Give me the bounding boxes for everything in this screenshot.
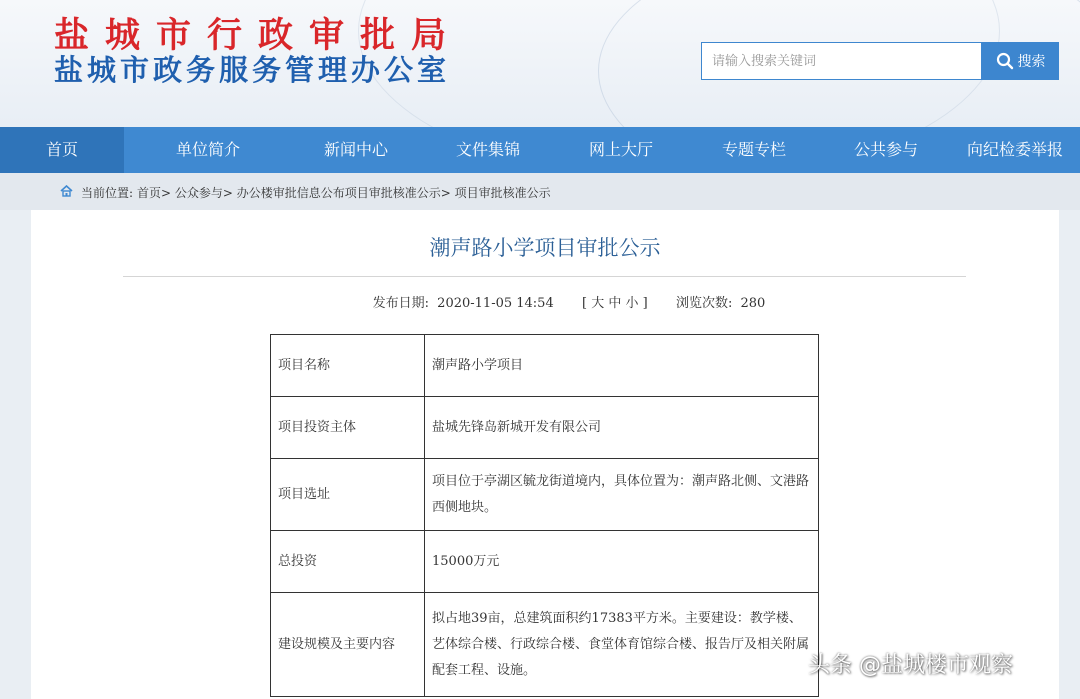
search-icon (996, 52, 1014, 70)
breadcrumb (60, 184, 551, 201)
article-content (31, 210, 1059, 699)
title-divider (123, 276, 966, 277)
table-row (271, 593, 819, 697)
views-count: 280 (740, 296, 766, 311)
breadcrumb-bar (0, 173, 1080, 210)
search-button-label: 搜索 (1017, 54, 1046, 70)
site-logo-primary[interactable]: 盐城市行政审批局 (54, 16, 463, 56)
table-key: 项目选址 (271, 459, 425, 531)
table-row (271, 397, 819, 459)
table-value: 拟占地39亩，总建筑面积约17383平方米。主要建设：教学楼、艺体综合楼、行政综合楼、食堂体育馆综合楼、报告厅及相关附属配套工程、设施。 (425, 593, 819, 697)
table-key: 建设规模及主要内容 (271, 593, 425, 697)
nav-item-home[interactable]: 首页 (0, 127, 124, 173)
breadcrumb-prefix: 当前位置: (81, 186, 134, 200)
table-value: 盐城先锋岛新城开发有限公司 (425, 397, 819, 459)
site-logo-secondary[interactable]: 盐城市政务服务管理办公室 (54, 53, 451, 87)
main-nav (0, 127, 1080, 173)
table-key: 项目名称 (271, 335, 425, 397)
table-row (271, 335, 819, 397)
table-value: 15000万元 (425, 531, 819, 593)
nav-item-report[interactable]: 向纪检委举报 (966, 140, 1063, 159)
font-size-control[interactable]: [ 大 中 小 ] (582, 296, 648, 311)
home-icon (60, 185, 73, 200)
search-button[interactable] (982, 42, 1059, 80)
views-label: 浏览次数: (675, 296, 733, 311)
nav-item-documents[interactable]: 文件集锦 (455, 140, 520, 159)
site-header (0, 0, 1080, 127)
table-value: 项目位于亭湖区毓龙街道境内，具体位置为：潮声路北侧、文港路西侧地块。 (425, 459, 819, 531)
project-info-table (270, 334, 819, 697)
publish-date-label: 发布日期: (372, 296, 430, 311)
table-key: 总投资 (271, 531, 425, 593)
table-row (271, 531, 819, 593)
nav-item-public-participation[interactable]: 公共参与 (853, 140, 918, 159)
nav-item-special-topics[interactable]: 专题专栏 (721, 140, 786, 159)
nav-item-about[interactable]: 单位简介 (175, 140, 240, 159)
nav-item-news[interactable]: 新闻中心 (323, 140, 388, 159)
table-row (271, 459, 819, 531)
watermark: 头条 @盐城楼市观察 (808, 653, 1013, 678)
search-input[interactable] (701, 42, 982, 80)
article-meta (31, 292, 1080, 311)
nav-item-online-hall[interactable]: 网上大厅 (588, 140, 653, 159)
table-value: 潮声路小学项目 (425, 335, 819, 397)
publish-date: 2020-11-05 14:54 (437, 296, 554, 311)
article-title: 潮声路小学项目审批公示 (429, 236, 661, 260)
table-key: 项目投资主体 (271, 397, 425, 459)
breadcrumb-path[interactable]: 首页> 公众参与> 办公楼审批信息公布项目审批核准公示> 项目审批核准公示 (137, 186, 551, 200)
